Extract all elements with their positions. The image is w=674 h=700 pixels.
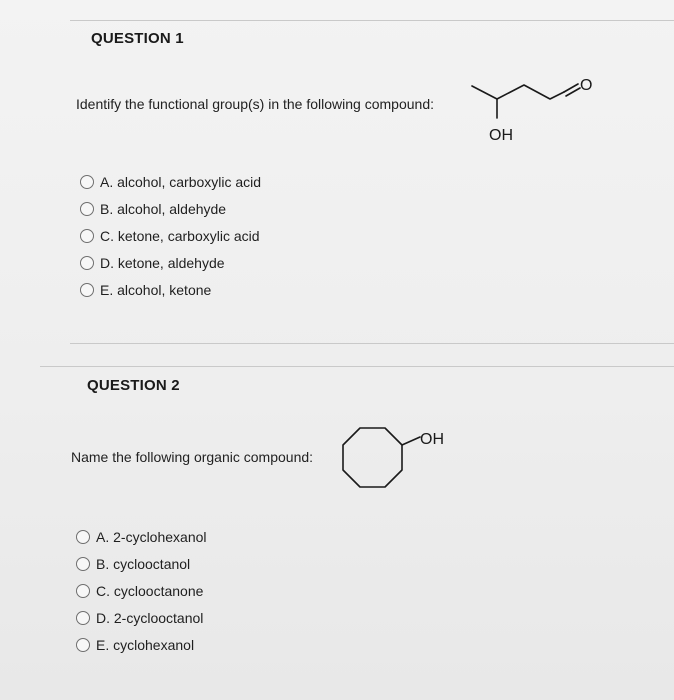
option-label: E. alcohol, ketone: [100, 281, 212, 298]
top-divider: [70, 20, 674, 21]
carbon-chain: [472, 85, 564, 99]
radio-button[interactable]: [76, 557, 90, 571]
oh-label: OH: [420, 431, 444, 448]
radio-button[interactable]: [80, 202, 94, 216]
question-2-option-b[interactable]: [76, 550, 207, 577]
question-1-option-d[interactable]: [80, 249, 261, 276]
radio-button[interactable]: [76, 638, 90, 652]
question-1-option-e[interactable]: [80, 276, 261, 303]
question-2-option-d[interactable]: [76, 604, 207, 631]
oh-label: OH: [489, 127, 513, 144]
section-divider-2: [40, 366, 674, 367]
option-label: A. alcohol, carboxylic acid: [100, 173, 262, 190]
option-label: D. ketone, aldehyde: [100, 254, 225, 271]
option-label: D. 2-cyclooctanol: [96, 609, 204, 626]
question-2-options: [76, 523, 207, 658]
option-label: C. cyclooctanone: [96, 582, 204, 599]
question-1-prompt: Identify the functional group(s) in the following compound:: [76, 96, 434, 112]
radio-button[interactable]: [76, 584, 90, 598]
cyclooctane-ring: [343, 428, 402, 487]
option-label: C. ketone, carboxylic acid: [100, 227, 260, 244]
question-2-structure: [335, 420, 465, 500]
question-1-option-b[interactable]: [80, 195, 261, 222]
option-label: E. cyclohexanol: [96, 636, 195, 653]
question-1-structure: [460, 68, 600, 148]
question-2-title: QUESTION 2: [87, 377, 180, 394]
question-2-option-a[interactable]: [76, 523, 207, 550]
radio-button[interactable]: [80, 175, 94, 189]
section-divider-1: [70, 343, 674, 344]
radio-button[interactable]: [76, 611, 90, 625]
oxygen-label: O: [580, 77, 593, 94]
option-label: B. alcohol, aldehyde: [100, 200, 227, 217]
radio-button[interactable]: [80, 229, 94, 243]
question-1-title: QUESTION 1: [91, 30, 184, 47]
question-1-options: [80, 168, 261, 303]
question-2-option-e[interactable]: [76, 631, 207, 658]
radio-button[interactable]: [80, 256, 94, 270]
question-2-option-c[interactable]: [76, 577, 207, 604]
option-label: A. 2-cyclohexanol: [96, 528, 207, 545]
option-label: B. cyclooctanol: [96, 555, 191, 572]
radio-button[interactable]: [76, 530, 90, 544]
radio-button[interactable]: [80, 283, 94, 297]
question-2-prompt: Name the following organic compound:: [71, 449, 314, 465]
question-1-option-c[interactable]: [80, 222, 261, 249]
oh-bond: [402, 437, 420, 445]
question-1-option-a[interactable]: [80, 168, 261, 195]
